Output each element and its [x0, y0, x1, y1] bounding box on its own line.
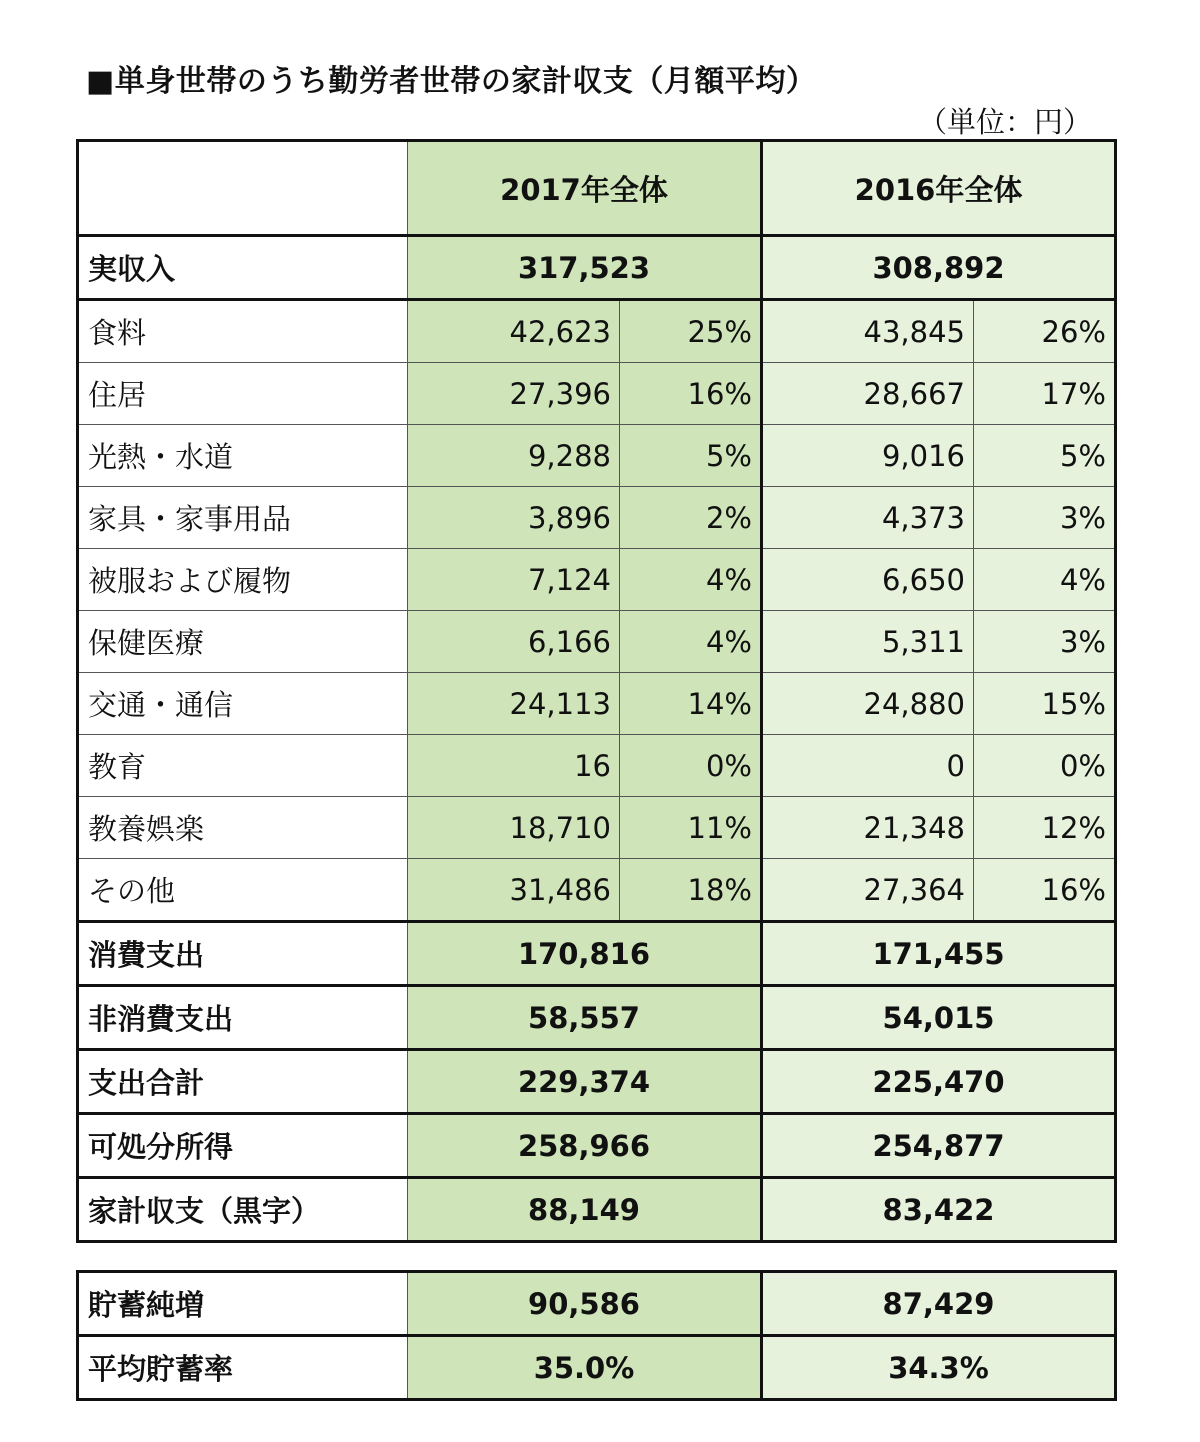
percent-2016: 26% — [974, 300, 1116, 363]
row-label: 家計収支（黒字） — [78, 1178, 408, 1242]
header-2017: 2017年全体 — [408, 141, 762, 236]
page-title: ■単身世帯のうち勤労者世帯の家計収支（月額平均） — [86, 64, 817, 99]
expense-item-row — [78, 487, 1116, 549]
percent-2016: 4% — [974, 549, 1116, 611]
savings-row — [78, 1272, 1116, 1336]
percent-2016: 16% — [974, 859, 1116, 922]
value-2017: 24,113 — [408, 673, 620, 735]
row-label: 貯蓄純増 — [78, 1272, 408, 1336]
value-2017: 6,166 — [408, 611, 620, 673]
percent-2017: 4% — [620, 611, 762, 673]
savings-row — [78, 1336, 1116, 1400]
total-row — [78, 1178, 1116, 1242]
percent-2017: 16% — [620, 363, 762, 425]
value-2016: 5,311 — [762, 611, 974, 673]
row-label: 食料 — [78, 300, 408, 363]
percent-2016: 17% — [974, 363, 1116, 425]
expense-item-row — [78, 300, 1116, 363]
value-2016: 83,422 — [762, 1178, 1116, 1242]
expense-item-row — [78, 797, 1116, 859]
value-2016: 9,016 — [762, 425, 974, 487]
row-label: 可処分所得 — [78, 1114, 408, 1178]
value-2017: 317,523 — [408, 236, 762, 300]
row-label: 被服および履物 — [78, 549, 408, 611]
percent-2016: 15% — [974, 673, 1116, 735]
value-2016: 27,364 — [762, 859, 974, 922]
expense-item-row — [78, 425, 1116, 487]
value-2017: 42,623 — [408, 300, 620, 363]
percent-2017: 14% — [620, 673, 762, 735]
percent-2016: 0% — [974, 735, 1116, 797]
value-2016: 171,455 — [762, 922, 1116, 986]
row-label: 教養娯楽 — [78, 797, 408, 859]
expense-item-row — [78, 735, 1116, 797]
value-2016: 28,667 — [762, 363, 974, 425]
total-row — [78, 922, 1116, 986]
row-label: 平均貯蓄率 — [78, 1336, 408, 1400]
savings-table — [76, 1270, 1117, 1401]
row-label: その他 — [78, 859, 408, 922]
value-2016: 87,429 — [762, 1272, 1116, 1336]
value-2016: 4,373 — [762, 487, 974, 549]
value-2017: 90,586 — [408, 1272, 762, 1336]
expense-item-row — [78, 363, 1116, 425]
value-2016: 54,015 — [762, 986, 1116, 1050]
header-2016: 2016年全体 — [762, 141, 1116, 236]
value-2017: 229,374 — [408, 1050, 762, 1114]
row-label: 光熱・水道 — [78, 425, 408, 487]
value-2017: 35.0% — [408, 1336, 762, 1400]
header-blank-cell — [78, 141, 408, 236]
value-2016: 0 — [762, 735, 974, 797]
value-2016: 225,470 — [762, 1050, 1116, 1114]
value-2016: 6,650 — [762, 549, 974, 611]
percent-2017: 2% — [620, 487, 762, 549]
value-2016: 43,845 — [762, 300, 974, 363]
header-row — [78, 141, 1116, 236]
value-2017: 16 — [408, 735, 620, 797]
value-2017: 27,396 — [408, 363, 620, 425]
value-2017: 9,288 — [408, 425, 620, 487]
unit-label: （単位：円） — [918, 105, 1093, 139]
value-2016: 21,348 — [762, 797, 974, 859]
percent-2017: 4% — [620, 549, 762, 611]
expense-item-row — [78, 611, 1116, 673]
income-row — [78, 236, 1116, 300]
percent-2017: 5% — [620, 425, 762, 487]
value-2016: 34.3% — [762, 1336, 1116, 1400]
row-label: 支出合計 — [78, 1050, 408, 1114]
row-label: 交通・通信 — [78, 673, 408, 735]
percent-2017: 11% — [620, 797, 762, 859]
percent-2017: 0% — [620, 735, 762, 797]
row-label: 教育 — [78, 735, 408, 797]
total-row — [78, 986, 1116, 1050]
value-2016: 308,892 — [762, 236, 1116, 300]
value-2016: 254,877 — [762, 1114, 1116, 1178]
row-label: 住居 — [78, 363, 408, 425]
percent-2017: 18% — [620, 859, 762, 922]
percent-2016: 5% — [974, 425, 1116, 487]
value-2017: 58,557 — [408, 986, 762, 1050]
expense-item-row — [78, 859, 1116, 922]
percent-2016: 12% — [974, 797, 1116, 859]
row-label: 非消費支出 — [78, 986, 408, 1050]
value-2017: 258,966 — [408, 1114, 762, 1178]
value-2017: 31,486 — [408, 859, 620, 922]
row-label: 家具・家事用品 — [78, 487, 408, 549]
percent-2017: 25% — [620, 300, 762, 363]
total-row — [78, 1050, 1116, 1114]
row-label: 実収入 — [78, 236, 408, 300]
row-label: 保健医療 — [78, 611, 408, 673]
row-label: 消費支出 — [78, 922, 408, 986]
household-budget-table — [76, 139, 1117, 1243]
expense-item-row — [78, 673, 1116, 735]
total-row — [78, 1114, 1116, 1178]
value-2017: 18,710 — [408, 797, 620, 859]
expense-item-row — [78, 549, 1116, 611]
value-2017: 170,816 — [408, 922, 762, 986]
value-2017: 3,896 — [408, 487, 620, 549]
value-2017: 7,124 — [408, 549, 620, 611]
value-2016: 24,880 — [762, 673, 974, 735]
percent-2016: 3% — [974, 611, 1116, 673]
value-2017: 88,149 — [408, 1178, 762, 1242]
percent-2016: 3% — [974, 487, 1116, 549]
